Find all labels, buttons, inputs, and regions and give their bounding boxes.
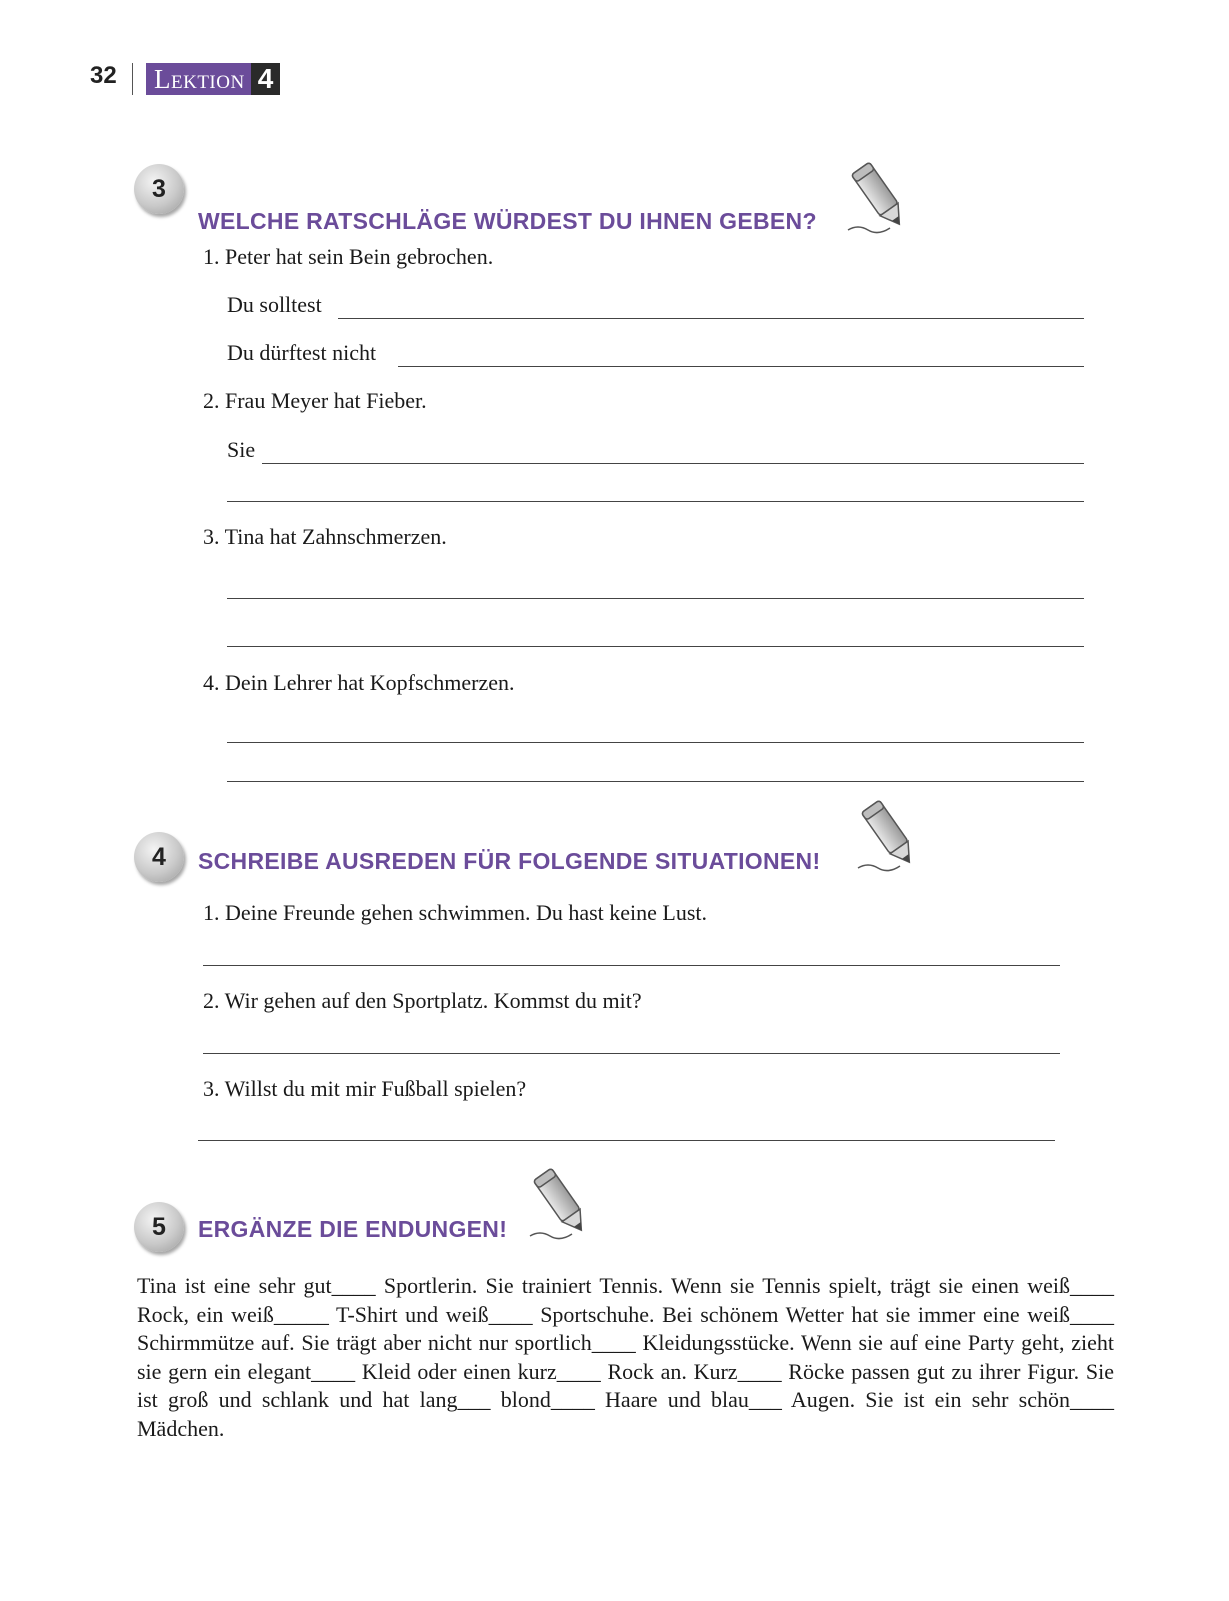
prompt-du-duerftest-nicht: Du dürftest nicht — [227, 340, 377, 365]
answer-line[interactable] — [227, 742, 1084, 743]
exercise-4-item-3: 3. Willst du mit mir Fußball spielen? — [203, 1076, 527, 1101]
pencil-icon — [528, 1164, 598, 1244]
answer-line[interactable] — [398, 366, 1084, 367]
exercise-3-item-2: 2. Frau Meyer hat Fieber. — [203, 388, 427, 413]
answer-line[interactable] — [203, 965, 1060, 966]
lektion-number: 4 — [251, 63, 281, 95]
exercise-5-badge: 5 — [134, 1202, 184, 1252]
lektion-text: Lektion — [154, 63, 245, 94]
answer-line[interactable] — [203, 1053, 1060, 1054]
prompt-sie: Sie — [227, 437, 256, 462]
answer-line[interactable] — [227, 501, 1084, 502]
page-number: 32 — [90, 62, 117, 89]
pencil-icon — [846, 158, 916, 238]
answer-line[interactable] — [338, 318, 1084, 319]
exercise-3-badge: 3 — [134, 164, 184, 214]
exercise-3-item-3: 3. Tina hat Zahnschmerzen. — [203, 524, 447, 549]
answer-line[interactable] — [198, 1140, 1055, 1141]
exercise-3-item-4: 4. Dein Lehrer hat Kopfschmerzen. — [203, 670, 515, 695]
prompt-du-solltest: Du solltest — [227, 292, 322, 317]
answer-line[interactable] — [227, 598, 1084, 599]
exercise-4-badge: 4 — [134, 832, 184, 882]
answer-line[interactable] — [227, 781, 1084, 782]
exercise-5-title: ERGÄNZE DIE ENDUNGEN! — [198, 1216, 508, 1242]
exercise-5-paragraph: Tina ist eine sehr gut____ Sportlerin. Sie trainiert Tennis. Wenn sie Tennis spielt, trägt sie einen weiß____ Rock, ein weiß_____ T-Shirt und weiß____ Sportschuhe. Bei schönem Wetter hat sie immer eine weiß____ Schirmmütze auf. Sie trägt aber nicht nur sportlich____ Kleidungsstücke. Wenn sie auf eine Party geht, zieht sie gern ein elegant____ Kleid oder einen kurz____ Rock an. Kurz____ Röcke passen gut zu ihrer Figur. Sie ist groß und schlank und hat lang___ blond____ Haare und blau___ Augen. Sie ist ein sehr schön____ Mädchen. — [137, 1273, 1114, 1441]
exercise-3-item-1: 1. Peter hat sein Bein gebrochen. — [203, 244, 494, 269]
lektion-label — [146, 63, 280, 95]
answer-line[interactable] — [262, 463, 1084, 464]
exercise-4-title: SCHREIBE AUSREDEN FÜR FOLGENDE SITUATIONEN! — [198, 848, 821, 874]
exercise-4-item-1: 1. Deine Freunde gehen schwimmen. Du hast keine Lust. — [203, 900, 708, 925]
exercise-3-title: WELCHE RATSCHLÄGE WÜRDEST DU IHNEN GEBEN? — [198, 208, 817, 234]
exercise-4-item-2: 2. Wir gehen auf den Sportplatz. Kommst du mit? — [203, 988, 642, 1013]
header-divider — [132, 63, 133, 95]
answer-line[interactable] — [227, 646, 1084, 647]
pencil-icon — [856, 796, 926, 876]
